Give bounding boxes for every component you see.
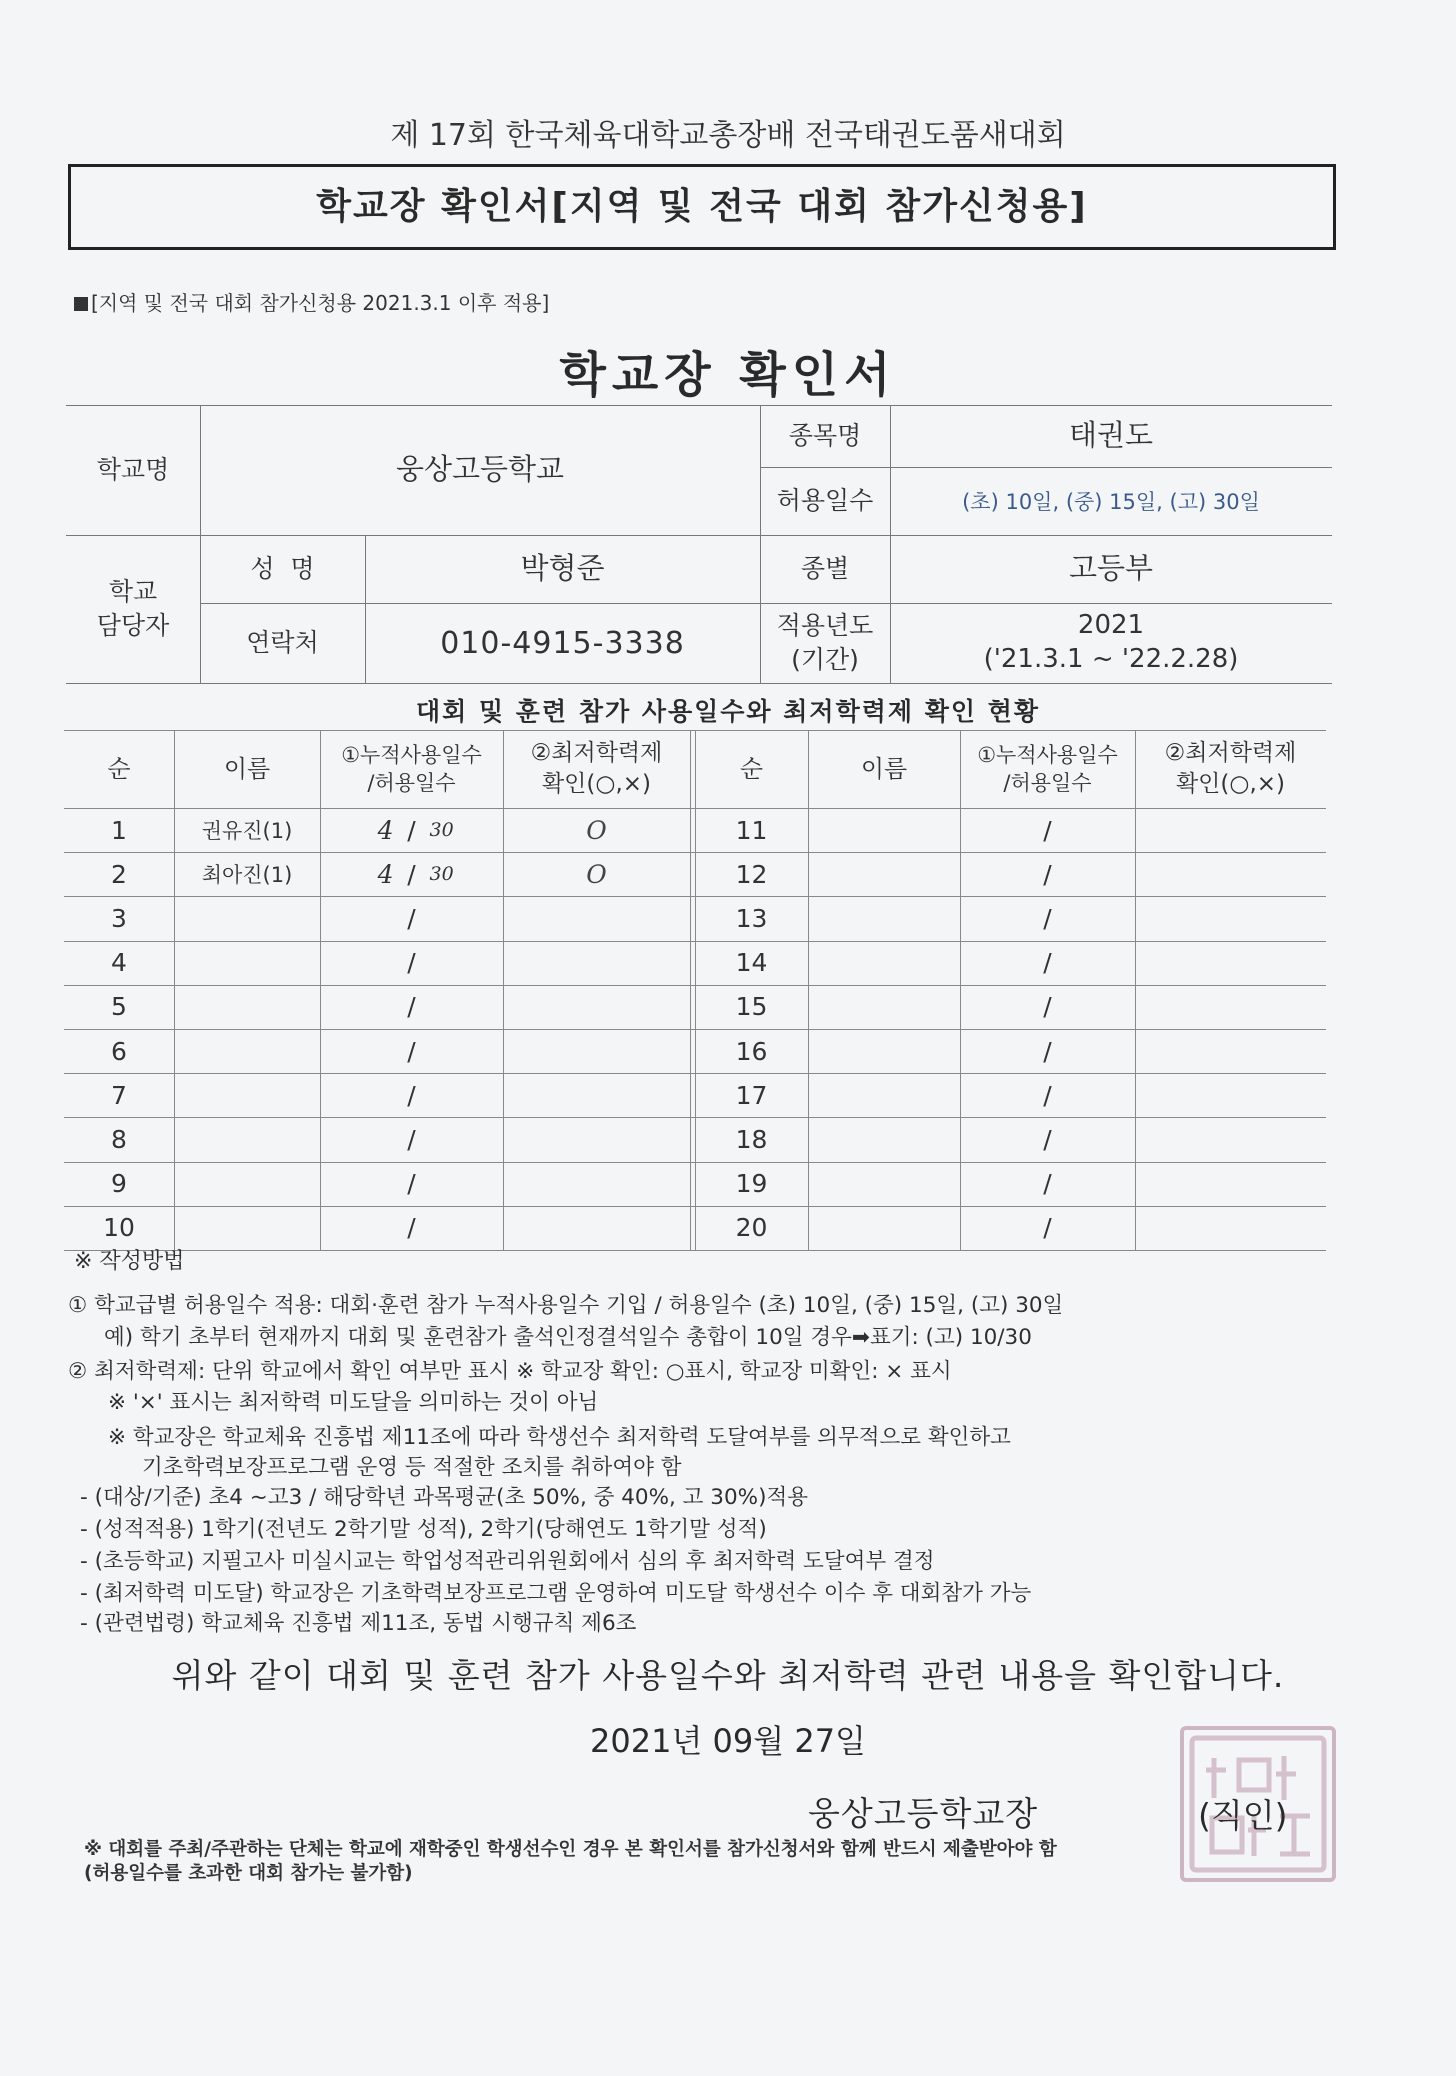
academic-confirm-left: O (586, 815, 607, 845)
header-days-right: ①누적사용일수 /허용일수 (977, 742, 1118, 795)
student-name-left: 권유진(1) (201, 819, 293, 844)
days-slash: / (1043, 1036, 1052, 1066)
sport-label: 종목명 (788, 421, 862, 451)
allowed-days: 30 (429, 863, 454, 886)
student-name-right (808, 896, 960, 940)
days-cell-left (320, 1162, 503, 1206)
academic-confirm-right (1135, 1117, 1326, 1161)
student-name-right (808, 808, 960, 852)
seal-suffix: (직인) (1198, 1796, 1288, 1835)
academic-confirm-right (1135, 1206, 1326, 1250)
instruction-line: 기초학력보장프로그램 운영 등 적절한 조치를 취하여야 함 (142, 1455, 682, 1480)
student-name-right (808, 1029, 960, 1073)
academic-confirm-left (503, 1117, 690, 1161)
summary-title: 대회 및 훈련 참가 사용일수와 최저학력제 확인 현황 (415, 697, 1041, 726)
academic-confirm-left (503, 896, 690, 940)
academic-confirm-right (1135, 941, 1326, 985)
document-title: 학교장 확인서[지역 및 전국 대회 참가신청용] (316, 186, 1088, 227)
sport-value: 태권도 (1068, 418, 1154, 453)
days-cell-left (320, 985, 503, 1029)
days-slash: / (407, 1213, 416, 1243)
student-name-left (174, 1162, 320, 1206)
days-cell-right (960, 941, 1135, 985)
academic-confirm-left (503, 1029, 690, 1073)
days-slash: / (1043, 859, 1052, 889)
academic-confirm-left (503, 1073, 690, 1117)
allowed-days-label: 허용일수 (776, 486, 874, 516)
student-name-right (808, 1117, 960, 1161)
footnote: ※ 대회를 주최/주관하는 단체는 학교에 재학중인 학생선수인 경우 본 확인서를 참가신청서와 함께 반드시 제출받아야 함 (허용일수를 초과한 대회 참가는 불가함) (84, 1839, 1057, 1885)
academic-confirm-left (503, 1206, 690, 1250)
contact-value: 010-4915-3338 (440, 625, 685, 661)
days-slash: / (1043, 1169, 1052, 1199)
header-no-left: 순 (107, 754, 131, 783)
days-cell-left (320, 852, 503, 896)
form-title: 학교장 확인서 (559, 347, 897, 403)
days-slash: / (407, 1080, 416, 1110)
academic-confirm-right (1135, 896, 1326, 940)
event-title: 제 17회 한국체육대학교총장배 전국태권도품새대회 (390, 118, 1066, 153)
row-number-right: 17 (735, 1080, 768, 1110)
header-days-left: ①누적사용일수 /허용일수 (341, 742, 482, 795)
days-cell-right (960, 808, 1135, 852)
days-slash: / (407, 1036, 416, 1066)
row-number-right: 14 (735, 948, 768, 978)
student-name-right (808, 1162, 960, 1206)
days-cell-right (960, 985, 1135, 1029)
student-name-right (808, 1206, 960, 1250)
days-cell-right (960, 1206, 1135, 1250)
instruction-line: - (성적적용) 1학기(전년도 2학기말 성적), 2학기(당해연도 1학기말 성적) (80, 1517, 767, 1542)
days-slash: / (1043, 1124, 1052, 1154)
days-cell-left (320, 1029, 503, 1073)
days-cell-left (320, 1206, 503, 1250)
manager-label: 학교 담당자 (96, 577, 170, 640)
row-number-right: 15 (735, 992, 768, 1022)
instructions-heading: ※ 작성방법 (74, 1249, 185, 1274)
row-number-left: 9 (111, 1169, 127, 1199)
academic-confirm-right (1135, 808, 1326, 852)
days-slash: / (1043, 1213, 1052, 1243)
confirmation-statement: 위와 같이 대회 및 훈련 참가 사용일수와 최저학력 관련 내용을 확인합니다. (171, 1656, 1285, 1695)
student-name-left (174, 1206, 320, 1250)
days-slash: / (407, 948, 416, 978)
student-name-left (174, 985, 320, 1029)
instruction-line: - (대상/기준) 초4 ~고3 / 해당학년 과목평균(초 50%, 중 40%, 고 30%)적용 (80, 1485, 808, 1510)
instruction-line: - (최저학력 미도달) 학교장은 기초학력보장프로그램 운영하여 미도달 학생선수 이수 후 대회참가 가능 (80, 1581, 1032, 1606)
instruction-line: ※ '×' 표시는 최저학력 미도달을 의미하는 것이 아님 (108, 1390, 599, 1415)
days-slash: / (407, 992, 416, 1022)
days-cell-right (960, 852, 1135, 896)
days-slash: / (1043, 992, 1052, 1022)
student-name-right (808, 852, 960, 896)
student-name-left (174, 1029, 320, 1073)
row-number-right: 19 (735, 1169, 768, 1199)
row-number-right: 13 (735, 903, 768, 933)
academic-confirm-left (503, 1162, 690, 1206)
days-cell-right (960, 896, 1135, 940)
instruction-line: 예) 학기 초부터 현재까지 대회 및 훈련참가 출석인정결석일수 총합이 10일 경우➡표기: (고) 10/30 (104, 1325, 1032, 1350)
header-name-right: 이름 (860, 754, 908, 783)
row-number-left: 4 (111, 948, 127, 978)
student-name-left (174, 941, 320, 985)
student-name-right (808, 941, 960, 985)
instruction-line: ② 최저학력제: 단위 학교에서 확인 여부만 표시 ※ 학교장 확인: ○표시, 학교장 미확인: × 표시 (68, 1359, 952, 1384)
days-cell-right (960, 1029, 1135, 1073)
allowed-days: 30 (429, 819, 454, 842)
student-name-left (174, 1073, 320, 1117)
academic-confirm-right (1135, 852, 1326, 896)
row-number-left: 8 (111, 1124, 127, 1154)
square-bullet-icon (74, 297, 88, 311)
days-cell-left (320, 1117, 503, 1161)
academic-confirm-left (503, 985, 690, 1029)
row-number-left: 10 (103, 1213, 135, 1243)
principal-name: 웅상고등학교장 (808, 1794, 1039, 1833)
days-cell-left (320, 941, 503, 985)
period-label: 적용년도 (기간) (776, 611, 874, 674)
row-number-right: 16 (735, 1036, 768, 1066)
academic-confirm-right (1135, 1162, 1326, 1206)
instruction-line: - (관련법령) 학교체육 진흥법 제11조, 동법 시행규칙 제6조 (80, 1611, 637, 1636)
category-value: 고등부 (1068, 551, 1154, 586)
category-label: 종별 (800, 554, 850, 584)
days-slash: / (1043, 815, 1052, 845)
header-no-right: 순 (739, 754, 764, 783)
used-days: 4 (377, 859, 394, 889)
student-name-left: 최아진(1) (201, 863, 293, 888)
row-number-right: 18 (735, 1124, 768, 1154)
academic-confirm-right (1135, 1029, 1326, 1073)
days-slash: / (407, 1124, 416, 1154)
student-name-left (174, 1117, 320, 1161)
school-name-value: 웅상고등학교 (395, 452, 565, 487)
manager-name-value: 박형준 (520, 551, 605, 586)
contact-label: 연락처 (246, 628, 319, 658)
days-slash: / (407, 815, 416, 845)
instruction-line: - (초등학교) 지필고사 미실시교는 학업성적관리위원회에서 심의 후 최저학력 도달여부 결정 (80, 1549, 935, 1574)
instruction-line: ① 학교급별 허용일수 적용: 대회·훈련 참가 누적사용일수 기입 / 허용일수 (초) 10일, (중) 15일, (고) 30일 (68, 1293, 1064, 1318)
days-slash: / (407, 859, 416, 889)
applicability-text: [지역 및 전국 대회 참가신청용 2021.3.1 이후 적용] (91, 291, 550, 315)
days-slash: / (1043, 903, 1052, 933)
row-number-right: 12 (735, 859, 768, 889)
academic-confirm-left (503, 941, 690, 985)
document-title-box (68, 164, 1336, 250)
header-academic-left: ②최저학력제 확인(○,×) (530, 739, 663, 797)
used-days: 4 (377, 815, 394, 845)
manager-name-label: 성 명 (250, 554, 315, 584)
row-number-right: 11 (735, 815, 768, 845)
issue-date: 2021년 09월 27일 (590, 1722, 866, 1760)
days-cell-left (320, 808, 503, 852)
days-slash: / (407, 903, 416, 933)
row-number-left: 6 (111, 1036, 127, 1066)
school-name-label: 학교명 (96, 455, 170, 485)
period-value: 2021 ('21.3.1 ~ '22.2.28) (983, 610, 1239, 674)
days-cell-right (960, 1117, 1135, 1161)
row-number-left: 3 (111, 903, 127, 933)
allowed-days-value: (초) 10일, (중) 15일, (고) 30일 (962, 490, 1260, 514)
applicability-note (74, 287, 549, 316)
days-cell-left (320, 896, 503, 940)
days-cell-left (320, 1073, 503, 1117)
academic-confirm-right (1135, 985, 1326, 1029)
days-cell-right (960, 1162, 1135, 1206)
days-slash: / (1043, 948, 1052, 978)
days-slash: / (1043, 1080, 1052, 1110)
days-cell-right (960, 1073, 1135, 1117)
days-slash: / (407, 1169, 416, 1199)
student-name-right (808, 1073, 960, 1117)
row-number-left: 2 (111, 859, 127, 889)
row-number-left: 1 (111, 815, 127, 845)
student-name-right (808, 985, 960, 1029)
header-academic-right: ②최저학력제 확인(○,×) (1164, 739, 1297, 797)
row-number-left: 5 (111, 992, 127, 1022)
header-name-left: 이름 (223, 754, 271, 783)
row-number-right: 20 (735, 1213, 768, 1243)
row-number-left: 7 (111, 1080, 127, 1110)
academic-confirm-left: O (586, 859, 607, 889)
academic-confirm-right (1135, 1073, 1326, 1117)
instruction-line: ※ 학교장은 학교체육 진흥법 제11조에 따라 학생선수 최저학력 도달여부를 의무적으로 확인하고 (108, 1425, 1011, 1450)
student-name-left (174, 896, 320, 940)
